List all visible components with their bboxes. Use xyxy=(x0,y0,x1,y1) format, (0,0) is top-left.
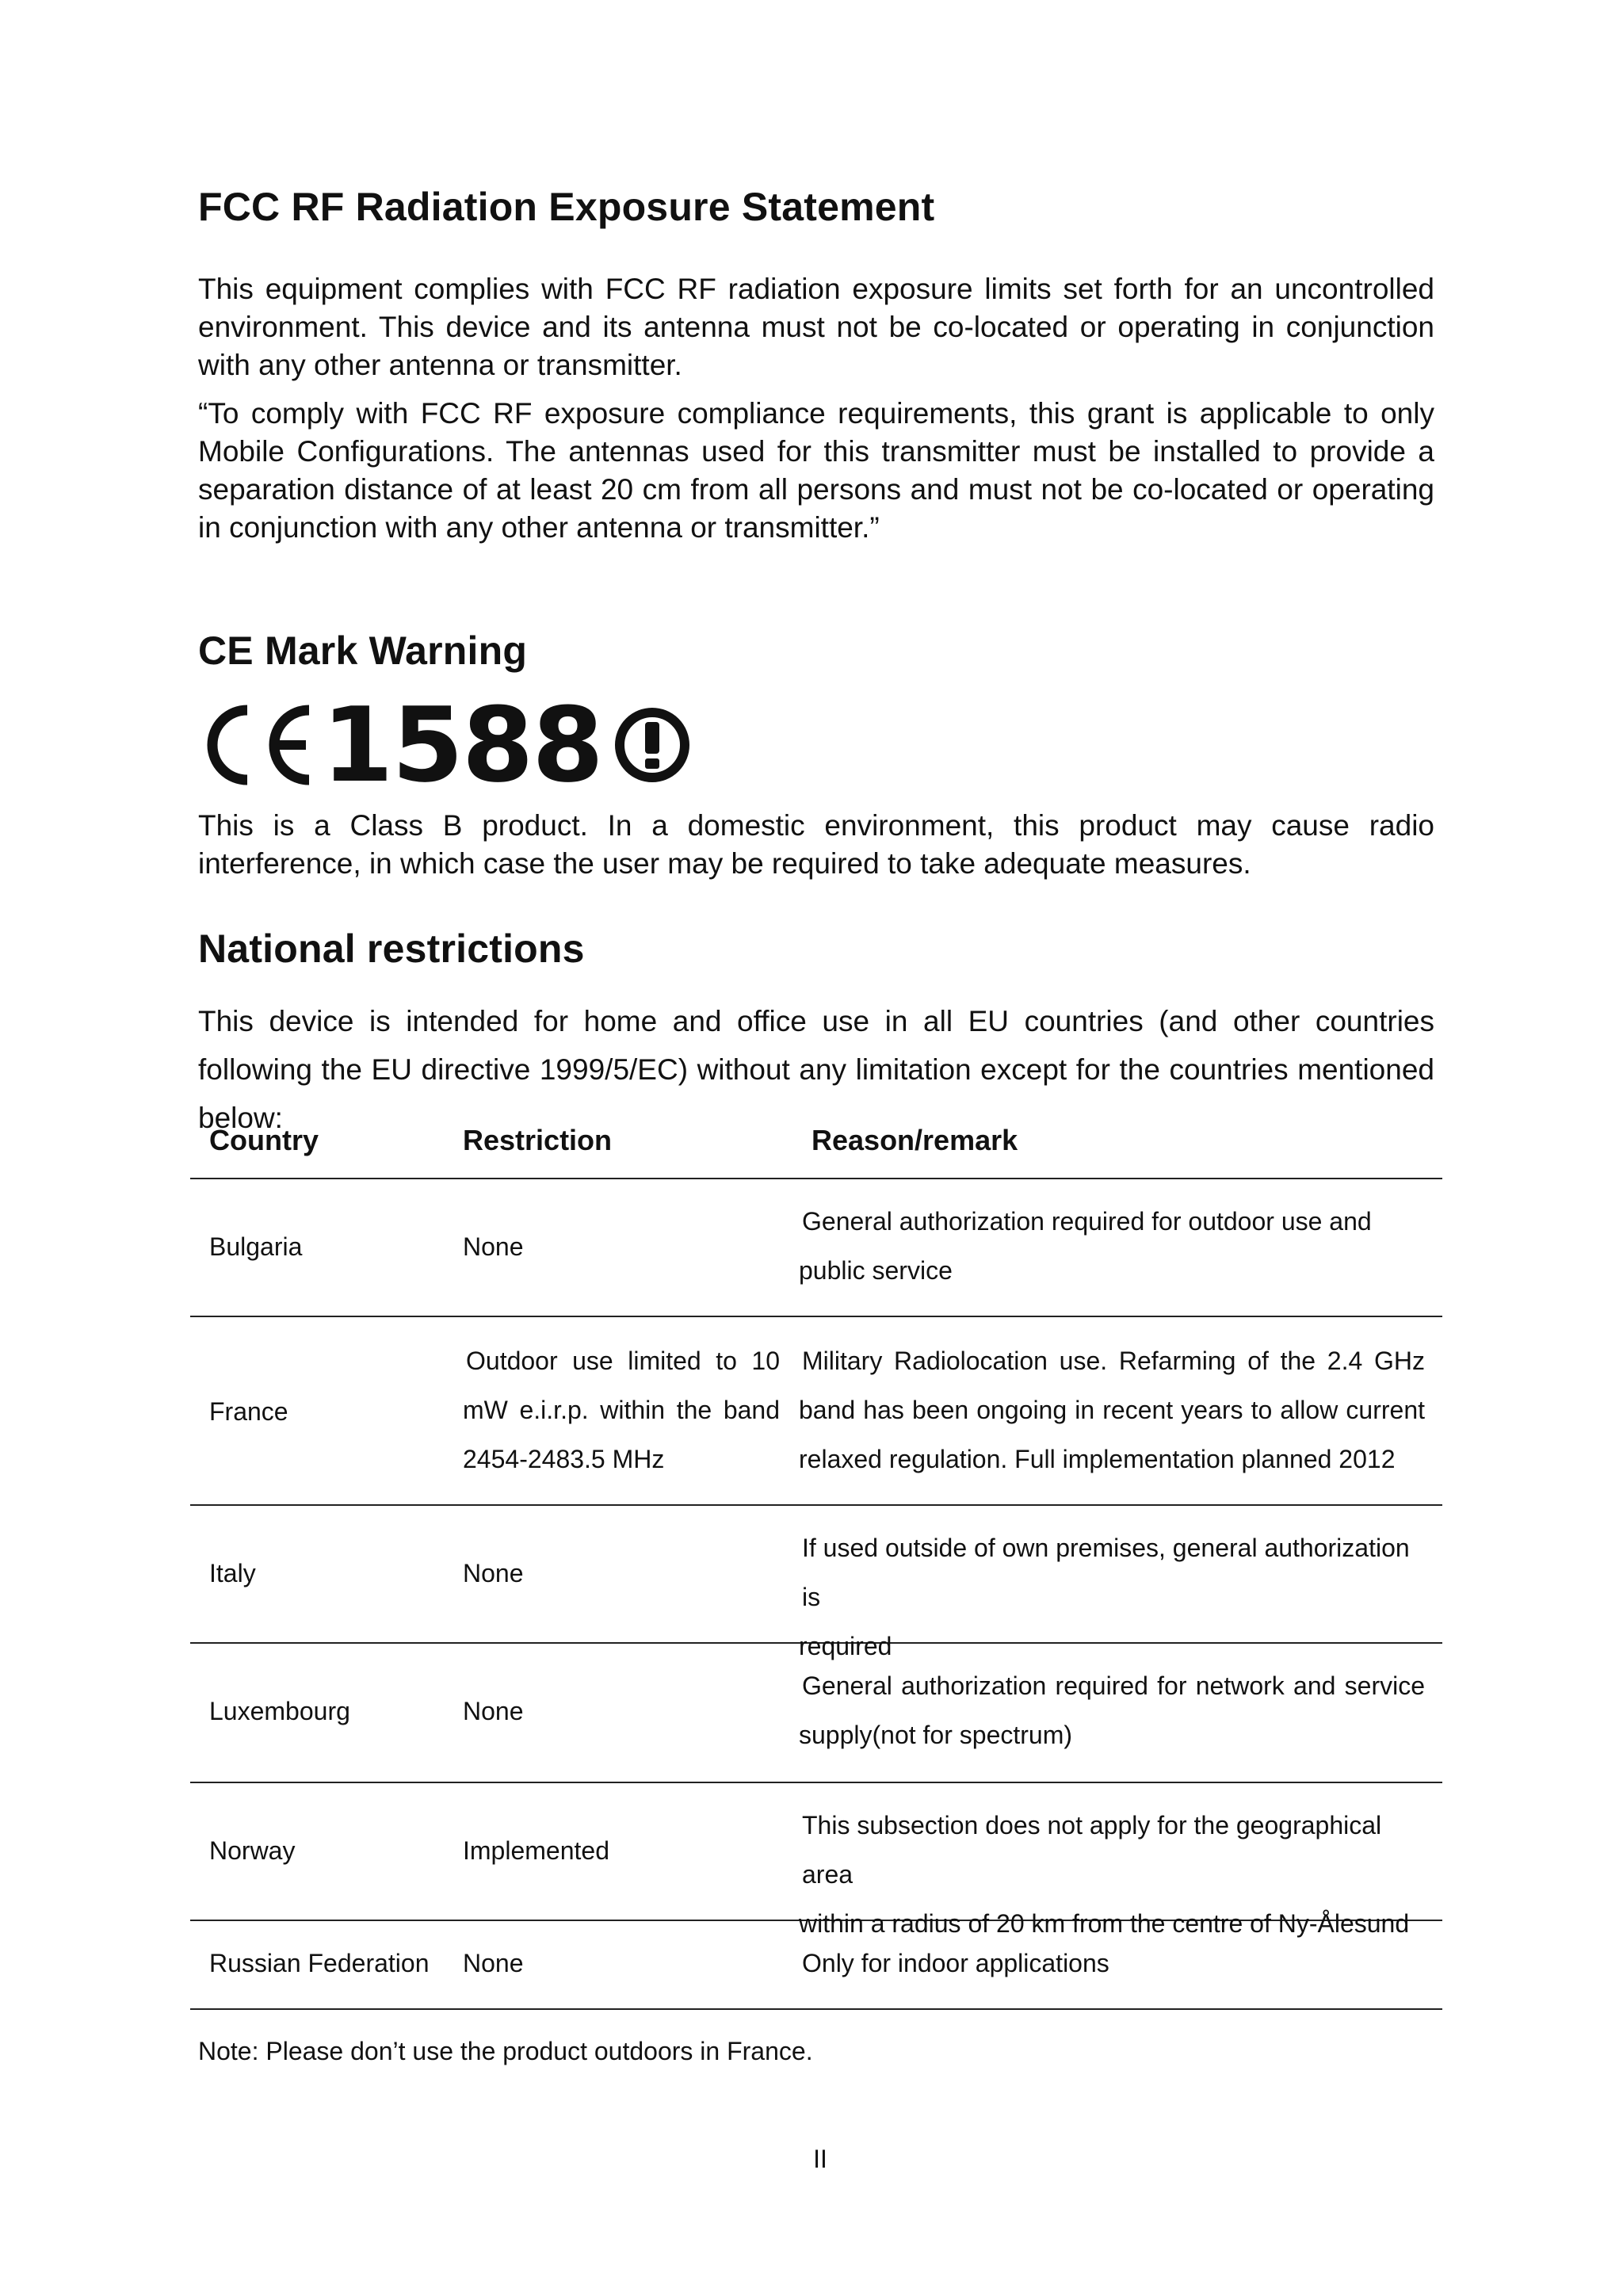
table-row xyxy=(190,1644,1442,1783)
cell-restriction: None xyxy=(463,1697,524,1725)
table-row xyxy=(190,1506,1442,1660)
remark-line: required xyxy=(799,1632,892,1660)
remark-line: General authorization required for network and service xyxy=(802,1671,1425,1700)
cell-remark xyxy=(799,1661,1425,1759)
cell-country: France xyxy=(209,1397,288,1426)
ce-logo-icon xyxy=(198,701,317,789)
remark-line: Military Radiolocation use. Refarming of the 2.4 GHz xyxy=(802,1347,1425,1375)
table-row xyxy=(190,1179,1442,1317)
restriction-line: 2454-2483.5 MHz xyxy=(463,1445,665,1473)
note-text: Note: Please don’t use the product outdoors in France. xyxy=(198,2037,813,2065)
cell-country: Russian Federation xyxy=(209,1949,430,1977)
cell-restriction: None xyxy=(463,1232,524,1261)
page-number: II xyxy=(813,2145,827,2173)
ce-mark-row xyxy=(198,685,691,805)
table-row xyxy=(190,1317,1442,1506)
cell-restriction: None xyxy=(463,1559,524,1587)
remark-line: If used outside of own premises, general authorization is xyxy=(802,1534,1410,1611)
ce-paragraph: This is a Class B product. In a domestic environment, this product may cause radio interference, in which case the user may be required to take adequate measures. xyxy=(198,809,1434,880)
cell-remark xyxy=(799,1336,1425,1484)
national-restrictions-heading: National restrictions xyxy=(198,926,585,971)
restriction-line: Outdoor use limited to 10 xyxy=(466,1347,780,1375)
cell-country: Norway xyxy=(209,1836,296,1865)
table-header xyxy=(190,1103,1442,1179)
cell-restriction: Implemented xyxy=(463,1836,609,1865)
cell-country: Italy xyxy=(209,1559,256,1587)
remark-line: band has been ongoing in recent years to allow current xyxy=(799,1396,1425,1424)
ce-notified-body-number: 1588 xyxy=(322,685,602,805)
cell-remark xyxy=(799,1197,1425,1295)
restriction-line: mW e.i.r.p. within the band xyxy=(463,1396,780,1424)
cell-remark: Only for indoor applications xyxy=(802,1949,1109,1977)
fcc-heading: FCC RF Radiation Exposure Statement xyxy=(198,185,935,229)
header-reason: Reason/remark xyxy=(812,1124,1018,1156)
remark-line: This subsection does not apply for the geographical area xyxy=(802,1811,1382,1889)
national-intro: This device is intended for home and office use in all EU countries (and other countries following the EU directive 1999/5/EC) without any limitation except for the countries mentioned below: xyxy=(198,1005,1434,1134)
header-country: Country xyxy=(209,1124,319,1156)
cell-restriction: None xyxy=(463,1949,524,1977)
alert-circle-icon xyxy=(613,706,691,784)
table-row xyxy=(190,1783,1442,1938)
table-row xyxy=(190,1921,1442,2010)
remark-line: public service xyxy=(799,1256,953,1285)
header-restriction: Restriction xyxy=(463,1124,613,1156)
ce-heading: CE Mark Warning xyxy=(198,628,528,673)
remark-line: supply(not for spectrum) xyxy=(799,1721,1073,1749)
cell-country: Luxembourg xyxy=(209,1697,350,1725)
cell-restriction xyxy=(463,1336,780,1484)
restrictions-table xyxy=(190,1103,1442,2010)
fcc-paragraph-2: “To comply with FCC RF exposure compliance requirements, this grant is applicable to only Mobile Configurations. The antennas used for this transmitter must be installed to provide a separation distance of at least 20 cm from all persons and must not be co-located or operating in conjunction with any other antenna or transmitter.” xyxy=(198,397,1434,544)
remark-line: General authorization required for outdoor use and xyxy=(802,1207,1372,1236)
remark-line: relaxed regulation. Full implementation planned 2012 xyxy=(799,1445,1396,1473)
remark-line: within a radius of 20 km from the centre of Ny-Ålesund xyxy=(799,1909,1410,1938)
fcc-paragraph-1: This equipment complies with FCC RF radiation exposure limits set forth for an uncontrolled environment. This device and its antenna must not be co-located or operating in conjunction with any other antenna or transmitter. xyxy=(198,273,1434,381)
cell-country: Bulgaria xyxy=(209,1232,303,1261)
